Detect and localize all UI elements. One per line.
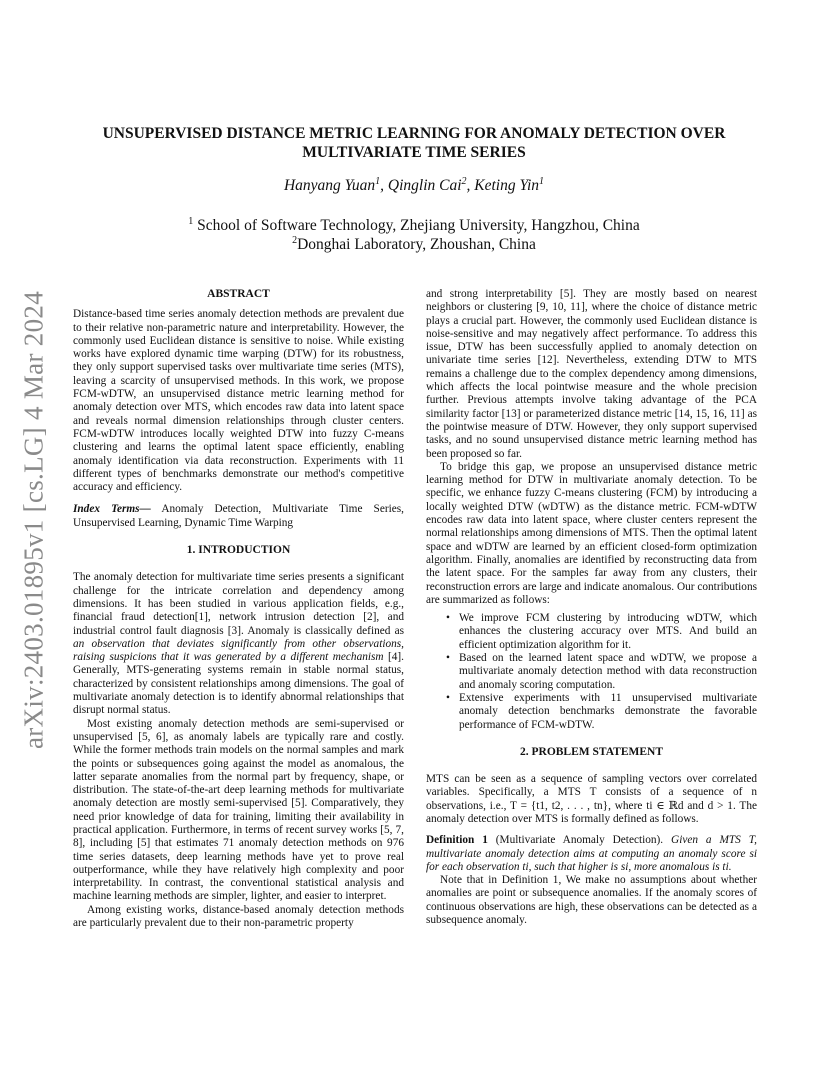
anomaly-definition-quote: an observation that deviates significantly from other observations, raising suspicions that it was generated by a different mechanism [73,637,404,664]
abstract-text: Distance-based time series anomaly detection methods are prevalent due to their relative non-parametric nature and interpretability. However, the commonly used Euclidean distance is sensitive to noise. While existing works have explored dynamic time warping (DTW) for its robustness, they only support supervised tasks over multivariate time series (MTS), leaving a scarcity of unsupervised methods. In this work, we propose FCM-wDTW, an unsupervised distance metric learning method for anomaly detection over MTS, which encodes raw data into latent space and reveals normal dimension relationships through cluster centers. FCM-wDTW introduces locally weighted DTW into fuzzy C-means clustering and learns the optimal latent space efficiently, enabling anomaly identification via data reconstruction. Experiments with 11 different types of benchmarks demonstrate our method's competitive accuracy and efficiency. [73,308,404,494]
list-item: • We improve FCM clustering by introducing wDTW, which enhances the clustering accuracy over MTS. And build an efficient optimization algorithm for it. [426,612,757,652]
index-terms [73,503,404,530]
contributions-list [426,612,757,732]
author-affil-mark: 1 [375,175,381,187]
author-name: Qinglin Cai [387,177,462,194]
author-affil-mark: 2 [461,175,467,187]
abstract-heading: ABSTRACT [207,288,270,300]
definition-label: Definition 1 [426,834,488,847]
intro-paragraph-3: Among existing works, distance-based anomaly detection methods are particularly prevalent due to their non-parametric property [73,903,404,930]
problem-paragraph-2: Note that in Definition 1, We make no assumptions about whether anomalies are point or subsequence anomalies. If the anomaly scores of continuous observations are high, these observations can be detected as a subsequence anomaly. [426,874,757,927]
index-terms-text: Anomaly Detection, Multivariate Time Series, Unsupervised Learning, Dynamic Time Warping [73,503,404,529]
affiliation-1 [60,216,768,235]
arxiv-stamp [10,285,58,755]
affiliation-mark: 2 [292,234,298,246]
paper-title [60,124,768,162]
section-heading-introduction: 1. INTRODUCTION [186,544,291,557]
author-name: Hanyang Yuan [283,177,376,194]
title-line-1: UNSUPERVISED DISTANCE METRIC LEARNING FOR ANOMALY DETECTION OVER [102,125,726,142]
right-column [426,288,757,927]
list-item: • Extensive experiments with 11 unsupervised multivariate anomaly detection benchmarks demonstrate the favorable performance of FCM-wDTW. [426,692,757,732]
author-list: Hanyang Yuan$^1$, Qinglin Cai$^2$, Keting Yin$^1$ [283,175,545,194]
left-column [73,288,404,930]
intro-paragraph-4: To bridge this gap, we propose an unsupervised distance metric learning method for DTW in multivariate anomaly detection. To be specific, we enhance fuzzy C-means clustering (FCM) by introducing a locally weighted DTW (wDTW) as the distance metric. FCM-wDTW encodes raw data into latent space, where cluster centers represent the normal relationships among dimensions of MTS. Then the optimal latent space and wDTW are learned by an efficient closed-form optimization algorithm. Finally, anomalies are identified by reconstructing data from the latent space. For the samples far away from any clusters, their reconstruction errors are large and indicate anomalous. Our contributions are summarized as follows: [426,460,757,606]
author-name: Keting Yin [474,177,540,194]
affiliation-mark: 1 [188,215,194,227]
affiliation-text: Donghai Laboratory, Zhoushan, China [297,236,536,253]
definition-body: Given a MTS T, multivariate anomaly detection aims at computing an anomaly score si for each observation ti, such that higher is si, more anomalous is ti. [426,834,757,873]
title-line-2: MULTIVARIATE TIME SERIES [302,144,526,161]
section-heading-problem-statement: 2. PROBLEM STATEMENT [519,745,664,758]
intro-p1-text: The anomaly detection for multivariate time series presents a significant challenge for the intricate correlation and dependency among dimensions. It has been studied in various application fields, e.g., financial fraud detection[1], network intrusion detection [2], and industrial control fault diagnosis [3]. Anomaly is classically defined as [73,571,404,637]
index-terms-label: Index Terms— [73,503,151,516]
affiliations [60,216,768,254]
definition-name: (Multivariate Anomaly Detection). [487,834,664,847]
intro-p1-text: [4]. Generally, MTS-generating systems remain in stable normal status, characterized by consistent relationships among dimensions. The goal of multivariate anomaly detection is to identify abnormal relationships that disrupt normal status. [73,651,404,717]
list-item: • Based on the learned latent space and wDTW, we propose a multivariate anomaly detection method with data reconstruction and anomaly scoring computation. [426,652,757,692]
author-affil-mark: 1 [539,175,545,187]
affiliation-2 [60,235,768,254]
intro-paragraph-1 [73,571,404,717]
affiliation-text: School of Software Technology, Zhejiang University, Hangzhou, China [193,217,640,234]
intro-paragraph-2: Most existing anomaly detection methods are semi-supervised or unsupervised [5, 6], as anomaly labels are typically rare and costly. While the former methods train models on the normal samples and mark the points or subsequences going against the model as anomalous, the latter separate anomalies from the normal part by frequency, shape, or distribution. The state-of-the-art deep learning methods for multivariate anomaly detection are mostly semi-supervised [5]. Comparatively, they need prior knowledge of data for training, limiting their availability in practical application. Furthermore, in terms of recent survey works [5, 7, 8], including [5] that estimates 71 anomaly detection methods on 976 time series datasets, deep learning methods have yet to prove real outperformance, while they have relatively high complexity and poor interpretability. In contrast, the conventional statistical analysis and machine learning methods are simpler, lighter, and easier to interpret. [73,717,404,903]
problem-paragraph-1: MTS can be seen as a sequence of sampling vectors over correlated variables. Specifically, a MTS T consists of a sequence of n observations, i.e., T = {t1, t2, . . . , tn}, where ti ∈ ℝd and d > 1. The anomaly detection over MTS is formally defined as follows. [426,773,757,825]
intro-paragraph-3-continued: and strong interpretability [5]. They are mostly based on nearest neighbors or clustering [9, 10, 11], where the choice of distance metric plays a crucial part. However, the commonly used Euclidean distance is noise-sensitive and may negatively affect performance. To address this issue, DTW has been successfully applied to anomaly detection on univariate time series [12]. Nevertheless, extending DTW to MTS remains a challenge due to the complex dependency among dimensions, which affects the local pointwise measure and the whole precision further. Previous attempts involve taking advantage of the PCA similarity factor [13] or parameterized distance metric [14, 15, 16, 11] as the pointwise measure of DTW. However, they only support supervised tasks, and no sound unsupervised distance metric learning method has been proposed so far. [426,288,757,460]
definition-1 [426,834,757,874]
arxiv-identifier: arXiv:2403.01895v1 [cs.LG] 4 Mar 2024 [18,290,49,750]
